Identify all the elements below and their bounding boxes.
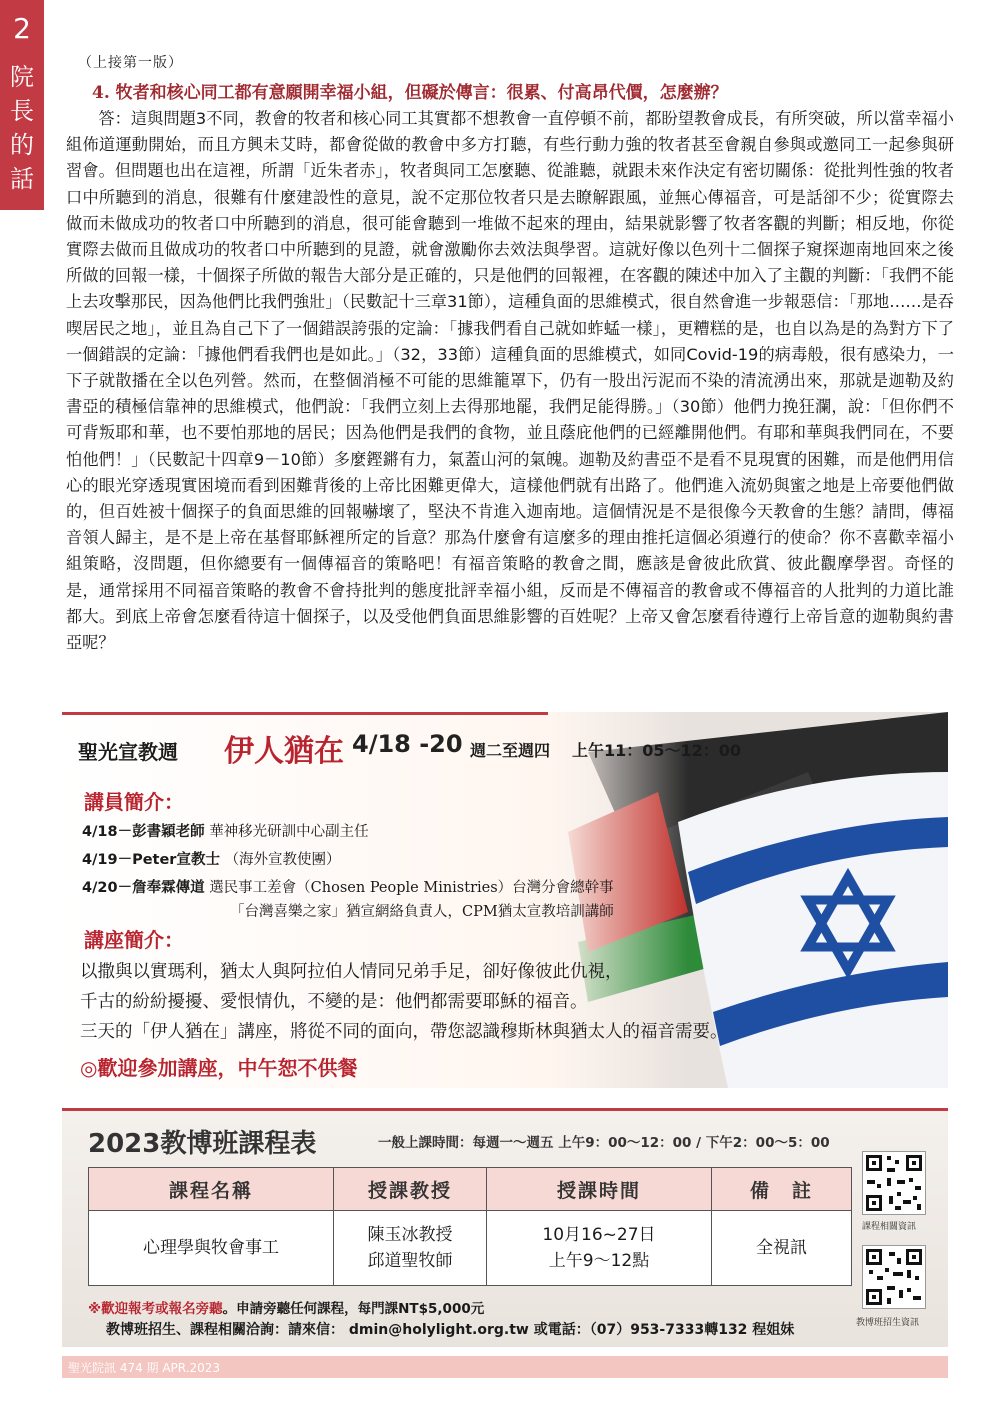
- qr-code-course-info[interactable]: [862, 1151, 926, 1215]
- continued-note: （上接第一版）: [78, 55, 183, 71]
- qr-code-admission-info[interactable]: [862, 1245, 926, 1309]
- speaker-name: 4/20－詹奉霖傳道: [82, 880, 205, 896]
- course-table: [88, 1167, 852, 1286]
- qr-label: 教博班招生資訊: [856, 1318, 920, 1328]
- lecture-line: 千古的紛紛擾擾、愛恨情仇，不變的是：他們都需要耶穌的福音。: [80, 992, 588, 1012]
- course-professors: [334, 1211, 487, 1286]
- table-header-row: [89, 1168, 852, 1211]
- lecture-line: 以撒與以實瑪利，猶太人與阿拉伯人情同兄弟手足，卻好像彼此仇視，: [80, 962, 623, 982]
- audit-notice-highlight: ※歡迎報考或報名旁聽: [88, 1301, 223, 1317]
- professor-name: 邱道聖牧師: [367, 1251, 453, 1271]
- speaker-item: [82, 848, 341, 869]
- speaker-desc: 選民事工差會（Chosen People Ministries）台灣分會總幹事: [209, 880, 614, 896]
- speaker-desc-continued: 「台灣喜樂之家」猶宣網絡負責人，CPM猶太宣教培訓講師: [230, 904, 614, 920]
- column-header: 備 註: [712, 1168, 852, 1211]
- course-hours: 一般上課時間：每週一～週五 上午9：00～12：00 / 下午2：00～5：00: [378, 1135, 830, 1151]
- article-body: 答：這與問題3不同，教會的牧者和核心同工其實都不想教會一直停頓不前，都盼望教會成長，有所突破，所以當幸福小組佈道運動開始，而且方興未艾時，都會從做的教會中多方打聽，有些行動力強的牧者甚至會親自參與或邀同工一起參與研習會。但問題也出在這裡，所謂「近朱者赤」，牧者與同工怎麼聽、從誰聽，就跟未來作決定有密切關係：從批判性強的牧者口中所聽到的消息，很難有什麼建設性的意見，說不定那位牧者只是去瞭解跟風，並無心傳福音，可是話卻不少；從實際去做而未做成功的牧者口中所聽到的消息，很可能會聽到一堆做不起來的理由，結果就影響了牧者客觀的判斷；相反地，你從實際去做而且做成功的牧者口中所聽到的見證，就會激勵你去效法與學習。這就好像以色列十二個探子窺探迦南地回來之後所做的回報一樣，十個探子所做的報告大部分是正確的，只是他們的回報裡，在客觀的陳述中加入了主觀的判斷：「我們不能上去攻擊那民，因為他們比我們強壯」（民數記十三章31節），這種負面的思維模式，很自然會進一步報惡信：「那地……是吞喫居民之地」，並且為自己下了一個錯誤誇張的定論：「據我們看自己就如蚱蜢一樣」，更糟糕的是，也自以為是的為對方下了一個錯誤的定論：「據他們看我們也是如此。」（32，33節）這種負面的思維模式，如同Covid-19的病毒般，很有感染力，一下子就散播在全以色列營。然而，在整個消極不可能的思維籠罩下，仍有一股出污泥而不染的清流湧出來，那就是迦勒及約書亞的積極信靠神的思維模式，他們說：「我們立刻上去得那地罷，我們足能得勝。」（30節）他們力挽狂瀾，說：「但你們不可背叛耶和華，也不要怕那地的居民；因為他們是我們的食物，並且蔭庇他們的已經離開他們。有耶和華與我們同在，不要怕他們！」（民數記十四章9－10節）多麼鏗鏘有力，氣蓋山河的氣魄。迦勒及約書亞不是看不見現實的困難，而是他們用信心的眼光穿透現實困境而看到困難背後的上帝比困難更偉大，這樣他們就有出路了。他們進入流奶與蜜之地是上帝要他們做的，但百姓被十個探子的負面思維的回報嚇壞了，堅決不肯進入迦南地。這個情況是不是很像今天教會的生態？請問，傳福音領人歸主，是不是上帝在基督耶穌裡所定的旨意？那為什麼會有這麼多的理由推托這個必須遵行的使命？你不喜歡幸福小組策略，沒問題，但你總要有一個傳福音的策略吧！有福音策略的教會之間，應該是會彼此欣賞、彼此觀摩學習。奇怪的是，通常採用不同福音策略的教會不會持批判的態度批評幸福小組，反而是不傳福音的教會或不傳福音的人批判的力道比誰都大。到底上帝會怎麼看待這十個探子，以及受他們負面思維影響的百姓呢？上帝又會怎麼看待遵行上帝旨意的迦勒與約書亞呢？: [66, 109, 954, 653]
- section-tab: [0, 0, 44, 210]
- audit-notice: [88, 1297, 484, 1317]
- footer-text: 聖光院訊 474 期 APR.2023: [68, 1361, 221, 1375]
- qr-label: 課程相關資訊: [862, 1222, 917, 1232]
- audit-notice-fee: 。申請旁聽任何課程，每門課NT$5,000元: [222, 1301, 485, 1317]
- lecture-heading: 講座簡介：: [84, 928, 184, 952]
- course-note: 全視訊: [712, 1211, 852, 1286]
- section-title: [0, 60, 44, 196]
- event-theme: 伊人猶在: [224, 734, 344, 769]
- speaker-name: 4/19－Peter宣教士: [82, 852, 220, 868]
- lecture-line: 三天的「伊人猶在」講座，將從不同的面向，帶您認識穆斯林與猶太人的福音需要。: [80, 1022, 728, 1042]
- speaker-desc: 華神移光研訓中心副主任: [209, 824, 369, 840]
- course-title: 2023教博班課程表: [88, 1129, 317, 1159]
- table-row: [89, 1211, 852, 1286]
- speaker-item: [82, 820, 369, 841]
- course-name: 心理學與牧會事工: [89, 1211, 334, 1286]
- page-number: 2: [13, 12, 31, 45]
- welcome-note: ◎歡迎參加講座，中午恕不供餐: [80, 1056, 358, 1080]
- course-box: [62, 1108, 948, 1347]
- event-dates: 4/18 -20: [352, 730, 463, 758]
- professor-name: 陳玉冰教授: [367, 1225, 453, 1245]
- event-name: 聖光宣教週: [78, 740, 178, 764]
- column-header: 課程名稱: [89, 1168, 334, 1211]
- speaker-desc: （海外宣教使團）: [224, 852, 341, 868]
- section-title-char: 話: [10, 165, 34, 193]
- section-title-char: 長: [10, 97, 34, 125]
- course-hours-cell: 上午9～12點: [548, 1251, 650, 1271]
- event-header: [62, 728, 948, 768]
- column-header: 授課教授: [334, 1168, 487, 1211]
- speaker-item: [82, 876, 614, 897]
- event-box: [62, 712, 948, 1088]
- contact-info: 教博班招生、課程相關洽詢：請來信： dmin@holylight.org.tw 或電話：（07）953-7333轉132 程姐妹: [106, 1322, 795, 1338]
- qr-code-icon: [863, 1246, 925, 1308]
- event-days: 週二至週四: [470, 741, 551, 760]
- section-title-char: 院: [10, 63, 34, 91]
- column-header: 授課時間: [487, 1168, 712, 1211]
- course-time: [487, 1211, 712, 1286]
- speakers-heading: 講員簡介：: [84, 790, 184, 814]
- course-dates: 10月16~27日: [542, 1225, 656, 1245]
- speaker-name: 4/18－彭書穎老師: [82, 824, 205, 840]
- qr-code-icon: [863, 1152, 925, 1214]
- event-time: 上午11：05～12：00: [572, 741, 742, 760]
- footer-bar: [62, 1356, 948, 1378]
- question-heading: 4. 牧者和核心同工都有意願開幸福小組，但礙於傳言：很累、付高昂代價，怎麼辦？: [92, 83, 728, 103]
- section-title-char: 的: [10, 131, 34, 159]
